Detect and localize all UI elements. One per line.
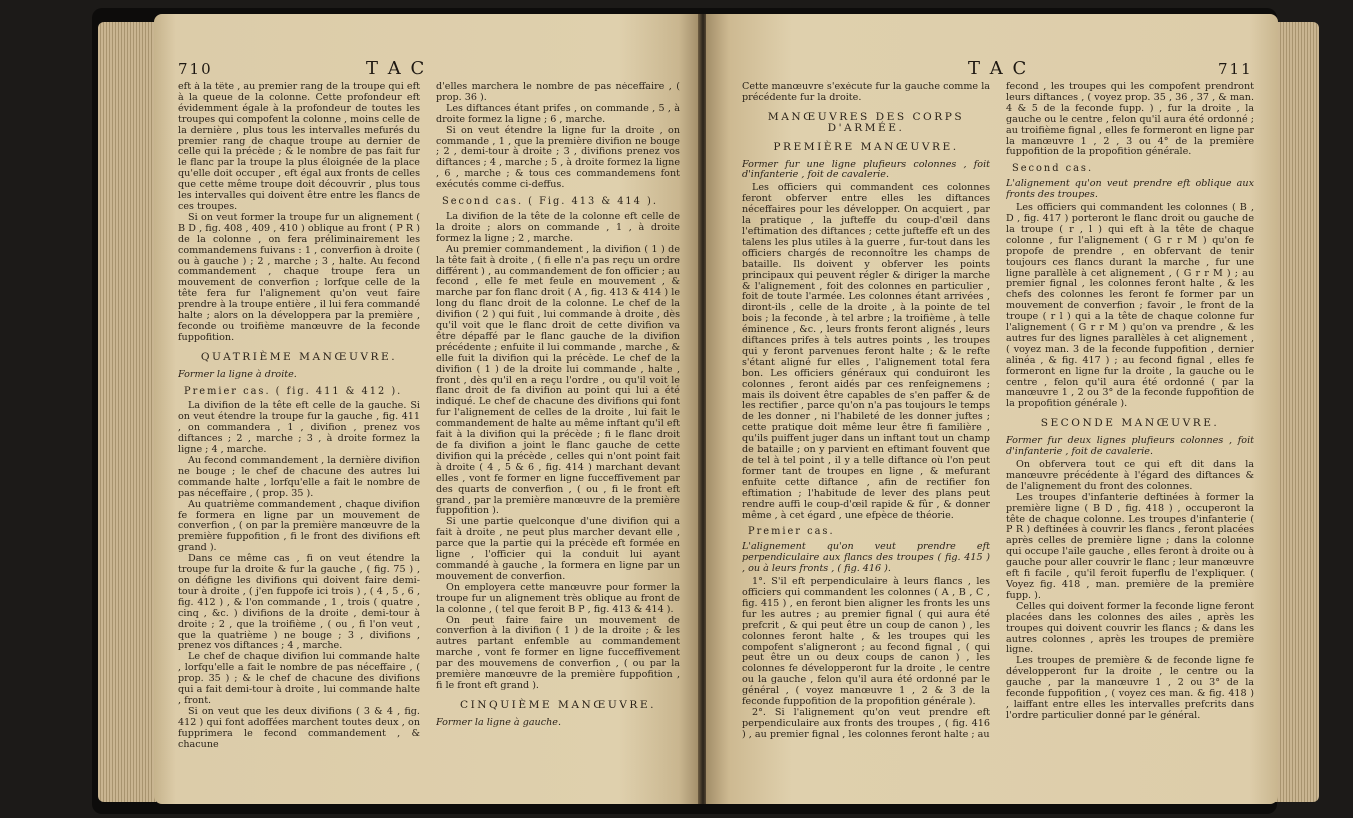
paragraph: La divifion de la tête de la colonne eft celle de la droite ; alors on commande , 1 , à droite formez la ligne ; 2 , marche. (436, 210, 680, 244)
left-running-head: T A C (366, 58, 427, 79)
paragraph: On peut faire faire un mouvement de converfion à la divifion ( 1 ) de la droite ; & les autres partant enfemble au commandement marche , vont fe former en ligne fucceffivement par des mouvemens de converfion , ( ou par la première manœuvre de la première fuppofition , fi le front eft grand ). (436, 614, 680, 691)
right-page-column-2 (1006, 82, 1254, 800)
left-page-edges (98, 22, 156, 802)
right-page-header (706, 58, 1278, 80)
paragraph: 2°. Si l'alignement qu'on veut prendre eft perpendiculaire aux fronts des troupes , ( fig. 416 ) , au premier fignal , les colonnes feront halte ; au (742, 706, 990, 740)
paragraph: Cette manœuvre s'exécute fur la gauche comme la précédente fur la droite. (742, 82, 990, 103)
case-heading: Second cas. ( Fig. 413 & 414 ). (442, 196, 658, 208)
paragraph: Au fecond commandement , la dernière divifion ne bouge ; le chef de chacune des autres lui commande halte , lorfqu'elle a fait le nombre de pas néceffaire , ( prop. 35 ). (178, 455, 420, 499)
right-page-edges (1275, 22, 1319, 802)
section-heading: SECONDE MANŒUVRE. (1040, 417, 1220, 430)
case-heading: Premier cas. ( fig. 411 & 412 ). (184, 385, 403, 397)
subheading: Former fur deux lignes plufieurs colonnes , foit d'infanterie , foit de cavalerie. (1006, 435, 1254, 458)
paragraph: 1°. S'il eft perpendiculaire à leurs flancs , les officiers qui commandent les colonnes ( A , B , C , fig. 415 ) , en feront bien aligner les fronts les uns fur les autres ; au premier fignal ( qui aura été prefcrit , & qui peut être un coup de canon ) , les colonnes feront halte , & les troupes qui les compofent s'aligneront ; au fecond fignal , ( qui peut être un ou deux coups de canon ) , les colonnes fe développeront fur la droite , le centre ou la gauche , felon qu'il aura été ordonné par le général , ( voyez manœuvre 1 , 2 & 3 de la feconde fuppofition de la propofition générale ). (742, 576, 990, 708)
left-page-header (154, 58, 701, 80)
paragraph: Les officiers qui commandent les colonnes ( B , D , fig. 417 ) porteront le flanc droit ou gauche de la troupe ( r , l ) qui eft à la tête de chaque colonne , fur l'alignement ( G r r M ) qu'on fe propofe de prendre , en obfervant de tenir toujours ces flancs durant la marche , fur une ligne parallèle à cet alignement , ( G r r M ) ; au premier fignal , les colonnes feront halte , & les chefs des colonnes les feront fe former par un mouvement de converfion ; favoir , le front de la troupe ( r l ) qui a la tête de chaque colonne fur l'alignement ( G r r M ) qu'on va prendre , & les autres fur des lignes parallèles à cet alignement , ( voyez man. 3 de la feconde fuppofition , dernier alinéa , & fig. 417 ) ; au fecond fignal , elles fe formeront en ligne fur la droite , la gauche ou le centre , felon qu'il aura été ordonné ( par la manœuvre 1 , 2 ou 3° de la feconde fuppofition de la propofition générale ). (1006, 202, 1254, 410)
paragraph: Si on veut que les deux divifions ( 3 & 4 , fig. 412 ) qui font adoffées marchent toutes deux , on fupprimera le fecond commandement , & chacune (178, 705, 420, 750)
paragraph: Les officiers qui commandent ces colonnes feront obferver entre elles les diftances néceffaires pour les développer. On acquiert , par la pratique , la jufteffe du coup-d'œil dans l'eftimation des diftances ; cette jufteffe eft un des talens les plus utiles à la guerre , fur-tout dans les officiers chargés de reconnoître les champs de bataille. Ils doivent y obferver les points principaux qui peuvent régler & diriger la marche & l'alignement , foit des colonnes en particulier , foit de toute l'armée. Les colonnes étant arrivées , diront-ils , celle de la droite , à la pointe de tel bois ; la feconde , à tel arbre ; la troifième , à telle éminence , &c. , leurs fronts feront alignés , leurs diftances prifes à tels autres points , les troupes qui y feront parvenues feront halte ; & le refte s'étant aligné fur elles , l'alignement total fera bon. Les officiers généraux qui conduiront les colonnes , feront aidés par ces renfeignemens ; mais ils doivent être capables de s'en paffer & de les rectifier , parce qu'on n'a pas toujours le temps de les donner , ni l'habileté de les donner juftes ; cette pratique doit même leur être fi familière , qu'ils puiffent juger dans un inftant tout un champ de bataille ; on y parvient en eftimant fouvent que de tel à tel point , il y a telle diftance où l'on peut former tant de troupes en ligne , & mefurant enfuite cette diftance , afin de rectifier fon eftimation ; l'habitude de lever des plans peut rendre auffi le coup-d'œil rapide & fûr , & donner même , à cet égard , une efpèce de théorie. (742, 182, 990, 521)
paragraph: Les diftances étant prifes , on commande , 5 , à droite formez la ligne ; 6 , marche. (436, 102, 680, 125)
paragraph: Si on veut former la troupe fur un alignement ( B D , fig. 408 , 409 , 410 ) oblique au front ( P R ) de la colonne , on fera préliminairement les commandemens fuivans : 1 , converfion à droite ( ou à gauche ) ; 2 , marche ; 3 , halte. Au fecond commandement , chaque troupe fera un mouvement de converfion ; lorfque celle de la tête fera fur l'alignement qu'on veut faire prendre à la troupe entière , il lui fera commandé halte ; alors on la développera par la première , feconde ou troifième manœuvre de la feconde fuppofition. (178, 211, 420, 343)
subheading: Former la ligne à droite. (178, 368, 297, 380)
paragraph: Les troupes d'infanterie deftinées à former la première ligne ( B D , fig. 418 ) , occuperont la tête de chaque colonne. Les troupes d'infanterie ( P R ) deftinées à couvrir les flancs , feront placées après celles de première ligne ; dans la colonne qui occupe l'aile gauche , elles feront à droite ou à gauche pour aller couvrir le flanc ; leur manœuvre eft fi facile , qu'il feroit fuperflu de l'expliquer. ( Voyez fig. 418 , man. première de la première fupp. ). (1006, 491, 1254, 601)
paragraph: Si une partie quelconque d'une divifion qui a fait à droite , ne peut plus marcher devant elle , parce que la partie qui la précède eft formée en ligne , l'officier qui la conduit lui ayant commandé à gauche , la formera en ligne par un mouvement de converfion. (436, 516, 680, 582)
subheading: L'alignement qu'on veut prendre eft perpendiculaire aux flancs des troupes ( fig. 415 ) , ou à leurs fronts , ( fig. 416 ). (742, 541, 990, 575)
subheading: Former la ligne à gauche. (436, 716, 562, 728)
paragraph: La divifion de la tête eft celle de la gauche. Si on veut étendre la troupe fur la gauche , fig. 411 , on commandera , 1 , divifion , prenez vos diftances ; 2 , marche ; 3 , à droite formez la ligne ; 4 , marche. (178, 400, 420, 456)
paragraph: eft à la tête , au premier rang de la troupe qui eft à la queue de la colonne. Cette profondeur eft évidemment égale à la profondeur de toutes les troupes qui compofent la colonne , moins celle de la dernière , plus tous les intervalles mefurés du premier rang de chaque troupe au dernier de celle qui la précède ; & le nombre de pas fait fur le flanc par la troupe la plus éloignée de la place qu'elle doit occuper , eft égal aux fronts de celles que cette même troupe doit découvrir , plus tous les intervalles qui doivent être entre les flancs de ces troupes. (178, 82, 420, 212)
right-running-head: T A C (968, 58, 1029, 79)
left-page-column-1 (178, 82, 420, 800)
right-page-number: 711 (1218, 60, 1253, 78)
section-heading: CINQUIÈME MANŒUVRE. (459, 698, 656, 711)
section-heading: QUATRIÈME MANŒUVRE. (200, 350, 398, 363)
paragraph: d'elles marchera le nombre de pas néceffaire , ( prop. 36 ). (436, 82, 680, 103)
subheading: Former fur une ligne plufieurs colonnes , foit d'infanterie , foit de cavalerie. (742, 158, 990, 181)
paragraph: Les troupes de première & de feconde ligne fe développeront fur la droite , le centre ou la gauche , par la manœuvre 1 , 2 ou 3° de la feconde fuppofition , ( voyez ces man. & fig. 418 ) , laiffant entre elles les intervalles prefcrits dans l'ordre particulier donné par le général. (1006, 655, 1254, 721)
paragraph: Dans ce même cas , fi on veut étendre la troupe fur la droite & fur la gauche , ( fig. 75 ) , on défigne les divifions qui doivent faire demi-tour à droite , ( j'en fuppofe ici trois ) , ( 4 , 5 , 6 , fig. 412 ) , & l'on commande , 1 , trois ( quatre , cinq , &c. ) divifions de la droite , demi-tour à droite ; 2 , que la troifième , ( ou , fi l'on veut , que la quatrième ) ne bouge ; 3 , divifions , prenez vos diftances ; 4 , marche. (178, 553, 420, 652)
section-heading: PREMIÈRE MANŒUVRE. (773, 140, 959, 153)
left-page-column-2 (436, 82, 680, 800)
paragraph: Au quatrième commandement , chaque divifion fe formera en ligne par un mouvement de converfion , ( on par la première manœuvre de la première fuppofition , fi le front des divifions eft grand ). (178, 498, 420, 554)
paragraph: Au premier commandement , la divifion ( 1 ) de la tête fait à droite , ( fi elle n'a pas reçu un ordre différent ) , au commandement de fon officier ; au fecond , elle fe met feule en mouvement , & marche par fon flanc droit ( A , fig. 413 & 414 ) le long du flanc droit de la colonne. Le chef de la divifion ( 2 ) qui fuit , lui commande à droite , dès qu'il voit que le flanc droit de cette divifion va être dépaffé par le flanc gauche de la divifion précédente ; enfuite il lui commande , marche , & elle fuit la divifion qui la précède. Le chef de la divifion ( 1 ) de la droite lui commande , halte , front , dès qu'il en a reçu l'ordre , ou qu'il voit le flanc droit de fa divifion au point qui lui a été indiqué. Le chef de chacune des divifions qui font fur l'alignement de celles de la droite , lui fait le commandement de halte au même inftant qu'il eft fait à la divifion qui la précède ; fi le flanc droit de fa divifion a joint le flanc gauche de cette divifion qui la précède , celles qui n'ont point fait à droite ( 4 , 5 & 6 , fig. 414 ) marchant devant elles , vont fe former en ligne fucceffivement par des quarts de converfion , ( ou , fi le front eft grand , par la première manœuvre de la première fuppofition ). (436, 243, 680, 517)
paragraph: Si on veut étendre la ligne fur la droite , on commande , 1 , que la première divifion ne bouge ; 2 , demi-tour à droite ; 3 , divifions prenez vos diftances ; 4 , marche ; 5 , à droite formez la ligne , 6 , marche ; & tous ces commandemens font exécutés comme ci-deffus. (436, 124, 680, 191)
paragraph: Le chef de chaque divifion lui commande halte , lorfqu'elle a fait le nombre de pas néceffaire , ( prop. 35 ) ; & le chef de chacune des divifions qui a fait demi-tour à droite , lui commande halte , front. (178, 651, 420, 706)
paragraph: fecond , les troupes qui les compofent prendront leurs diftances , ( voyez prop. 35 , 36 , 37 , & man. 4 & 5 de la feconde fupp. ) , fur la droite , la gauche ou le centre , felon qu'il aura été ordonné ; au troifième fignal , elles fe formeront en ligne par la manœuvre 1 , 2 , 3 ou 4° de la première fuppofition de la propofition générale. (1006, 82, 1254, 158)
right-page-column-1 (742, 82, 990, 800)
paragraph: Celles qui doivent former la feconde ligne feront placées dans les colonnes des ailes , après les troupes qui doivent couvrir les flancs ; & dans les autres colonnes , après les troupes de première ligne. (1006, 600, 1254, 656)
paragraph: On employera cette manœuvre pour former la troupe fur un alignement très oblique au front de la colonne , ( tel que feroit B P , fig. 413 & 414 ). (436, 581, 680, 615)
case-heading: Second cas. (1012, 163, 1094, 175)
left-page (154, 14, 701, 804)
left-page-number: 710 (178, 60, 213, 78)
paragraph: On obfervera tout ce qui eft dit dans la manœuvre précédente à l'égard des diftances & de l'alignement du front des colonnes. (1006, 459, 1254, 492)
section-heading: MANŒUVRES DES CORPS D'ARMÉE. (767, 110, 965, 134)
subheading: L'alignement qu'on veut prendre eft oblique aux fronts des troupes. (1006, 178, 1254, 201)
case-heading: Premier cas. (748, 526, 835, 538)
right-page (706, 14, 1278, 804)
